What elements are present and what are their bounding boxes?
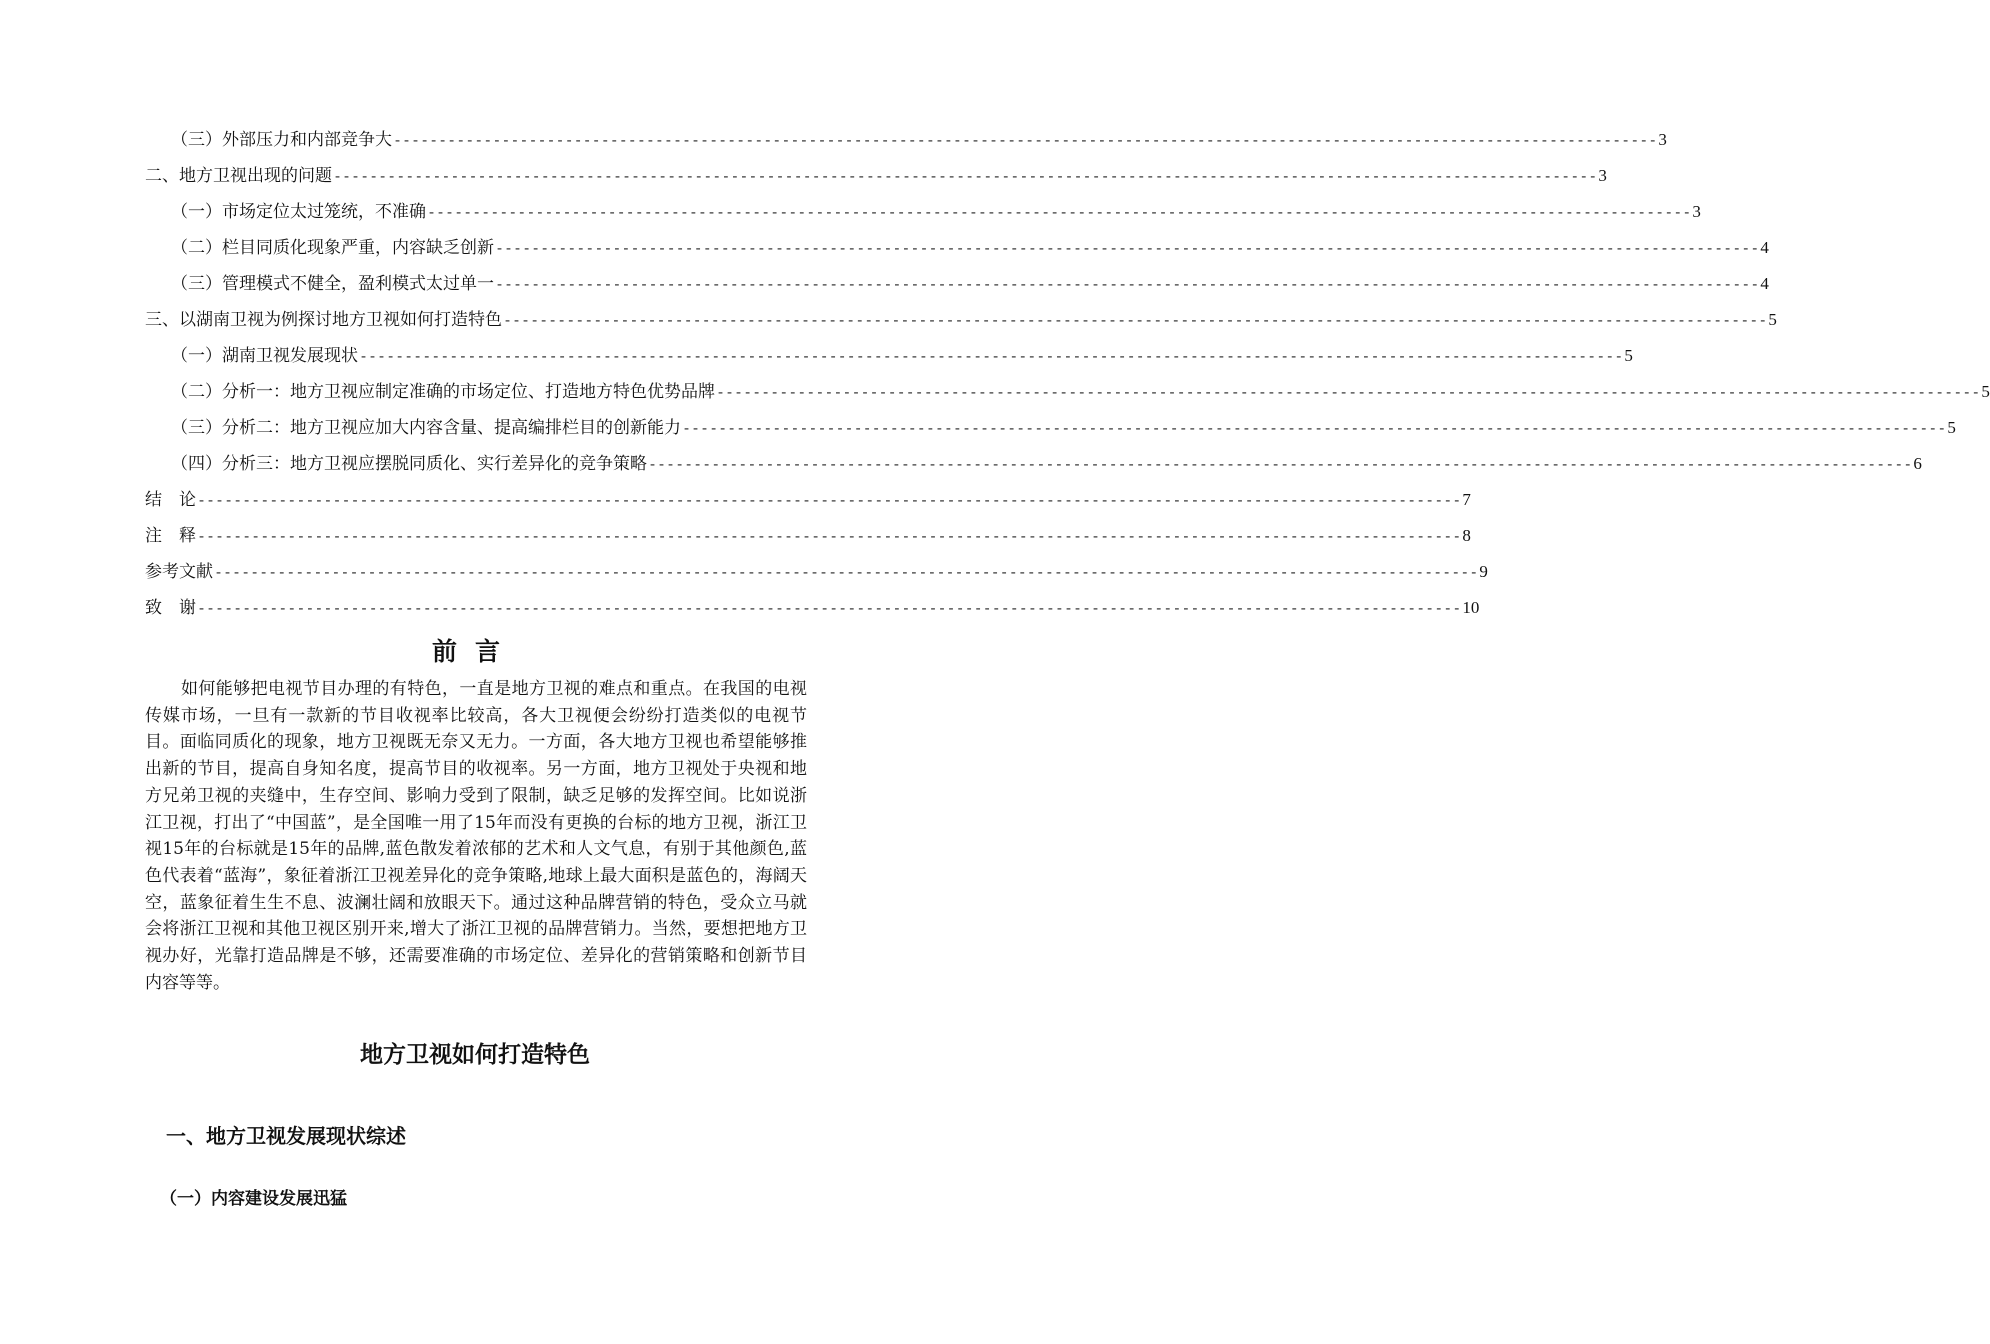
toc-page-number: 9 (1479, 562, 1488, 581)
toc-page-number: 3 (1598, 166, 1607, 185)
toc-page-number: 5 (1768, 310, 1777, 329)
toc-entry (145, 518, 1471, 554)
toc-page-number: 3 (1692, 202, 1701, 221)
toc-entry-title: （三）外部压力和内部竞争大 (171, 130, 392, 150)
toc-page-number: 5 (1624, 346, 1633, 365)
subsection-heading: （一）内容建设发展迅猛 (160, 1189, 347, 1209)
section-heading: 一、地方卫视发展现状综述 (166, 1124, 406, 1148)
toc-page-number: 8 (1462, 526, 1471, 545)
toc-page-number: 5 (1981, 382, 1990, 401)
toc-dot-leader: -------------------------------------------------------------------------------------------------------------------------------------------- (648, 455, 1913, 473)
table-of-contents (145, 122, 1990, 626)
toc-dot-leader: -------------------------------------------------------------------------------------------------------------------------------------------- (197, 491, 1462, 509)
main-title: 地方卫视如何打造特色 (360, 1042, 590, 1068)
toc-dot-leader: -------------------------------------------------------------------------------------------------------------------------------------------- (682, 419, 1947, 437)
toc-entry-title: （三）分析二：地方卫视应加大内容含量、提高编排栏目的创新能力 (171, 418, 681, 438)
toc-entry-title: （一）市场定位太过笼统，不准确 (171, 202, 426, 222)
toc-dot-leader: -------------------------------------------------------------------------------------------------------------------------------------------- (333, 167, 1598, 185)
preface-body: 如何能够把电视节目办理的有特色，一直是地方卫视的难点和重点。在我国的电视传媒市场，一旦有一款新的节目收视率比较高，各大卫视便会纷纷打造类似的电视节目。面临同质化的现象，地方卫视既无奈又无力。一方面，各大地方卫视也希望能够推出新的节目，提高自身知名度，提高节目的收视率。另一方面，地方卫视处于央视和地方兄弟卫视的夹缝中，生存空间、影响力受到了限制，缺乏足够的发挥空间。比如说浙江卫视，打出了“中国蓝”，是全国唯一用了15年而没有更换的台标的地方卫视，浙江卫视15年的台标就是15年的品牌,蓝色散发着浓郁的艺术和人文气息，有别于其他颜色,蓝色代表着“蓝海”，象征着浙江卫视差异化的竞争策略,地球上最大面积是蓝色的，海阔天空，蓝象征着生生不息、波澜壮阔和放眼天下。通过这种品牌营销的特色，受众立马就会将浙江卫视和其他卫视区别开来,增大了浙江卫视的品牌营销力。当然，要想把地方卫视办好，光靠打造品牌是不够，还需要准确的市场定位、差异化的营销策略和创新节目内容等等。 (145, 679, 807, 993)
toc-dot-leader: -------------------------------------------------------------------------------------------------------------------------------------------- (393, 131, 1658, 149)
toc-entry (145, 338, 1633, 374)
toc-entry-title: 注 释 (145, 526, 196, 546)
toc-entry (145, 266, 1769, 302)
toc-entry (145, 554, 1488, 590)
toc-dot-leader: -------------------------------------------------------------------------------------------------------------------------------------------- (359, 347, 1624, 365)
toc-entry (145, 482, 1471, 518)
toc-page-number: 3 (1658, 130, 1667, 149)
toc-dot-leader: -------------------------------------------------------------------------------------------------------------------------------------------- (427, 203, 1692, 221)
toc-dot-leader: -------------------------------------------------------------------------------------------------------------------------------------------- (716, 383, 1981, 401)
toc-page-number: 7 (1462, 490, 1471, 509)
toc-dot-leader: -------------------------------------------------------------------------------------------------------------------------------------------- (503, 311, 1768, 329)
toc-entry-title: （四）分析三：地方卫视应摆脱同质化、实行差异化的竞争策略 (171, 454, 647, 474)
toc-page-number: 5 (1947, 418, 1956, 437)
toc-entry-title: （三）管理模式不健全，盈利模式太过单一 (171, 274, 494, 294)
toc-entry-title: 二、地方卫视出现的问题 (145, 166, 332, 186)
toc-entry (145, 374, 1990, 410)
toc-page-number: 4 (1760, 274, 1769, 293)
toc-entry-title: （二）分析一：地方卫视应制定准确的市场定位、打造地方特色优势品牌 (171, 382, 715, 402)
toc-entry-title: （二）栏目同质化现象严重，内容缺乏创新 (171, 238, 494, 258)
toc-entry (145, 410, 1956, 446)
toc-page-number: 4 (1760, 238, 1769, 257)
toc-dot-leader: -------------------------------------------------------------------------------------------------------------------------------------------- (197, 599, 1462, 617)
toc-page-number: 6 (1913, 454, 1922, 473)
toc-dot-leader: -------------------------------------------------------------------------------------------------------------------------------------------- (495, 275, 1760, 293)
toc-dot-leader: -------------------------------------------------------------------------------------------------------------------------------------------- (214, 563, 1479, 581)
toc-dot-leader: -------------------------------------------------------------------------------------------------------------------------------------------- (197, 527, 1462, 545)
toc-entry-title: 结 论 (145, 490, 196, 510)
toc-entry (145, 302, 1777, 338)
toc-entry-title: 三、以湖南卫视为例探讨地方卫视如何打造特色 (145, 310, 502, 330)
toc-entry (145, 122, 1667, 158)
toc-page-number: 10 (1462, 598, 1480, 617)
toc-entry-title: 致 谢 (145, 598, 196, 618)
toc-entry-title: （一）湖南卫视发展现状 (171, 346, 358, 366)
toc-entry (145, 158, 1607, 194)
toc-entry (145, 230, 1769, 266)
toc-entry (145, 446, 1922, 482)
preface-title: 前言 (431, 637, 518, 666)
toc-entry (145, 194, 1701, 230)
toc-entry-title: 参考文献 (145, 562, 213, 582)
toc-dot-leader: -------------------------------------------------------------------------------------------------------------------------------------------- (495, 239, 1760, 257)
toc-entry (145, 590, 1480, 626)
